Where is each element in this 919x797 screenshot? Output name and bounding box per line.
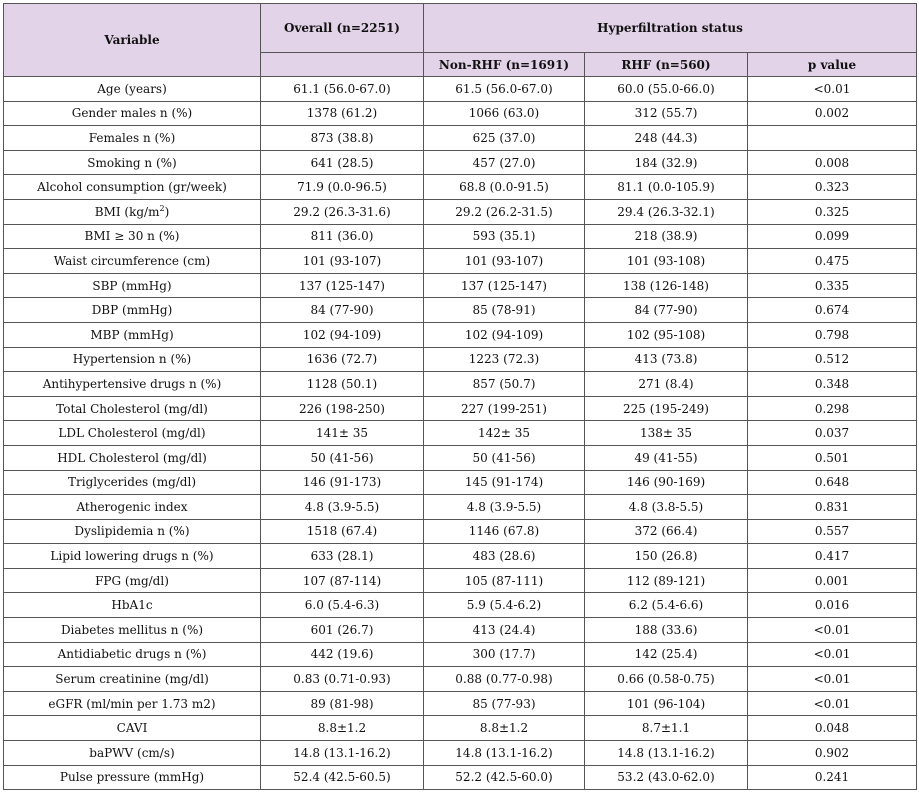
rhf-cell: 4.8 (3.8-5.5) (585, 495, 748, 520)
variable-cell: baPWV (cm/s) (4, 741, 261, 766)
p-value-cell: 0.475 (748, 249, 917, 274)
variable-cell: DBP (mmHg) (4, 298, 261, 323)
table-row (4, 667, 917, 692)
rhf-header: RHF (n=560) (585, 53, 748, 77)
overall-cell: 107 (87-114) (261, 568, 424, 593)
table-row (4, 741, 917, 766)
non-rhf-cell: 137 (125-147) (424, 273, 585, 298)
non-rhf-cell: 457 (27.0) (424, 150, 585, 175)
overall-cell: 442 (19.6) (261, 642, 424, 667)
variable-cell: Gender males n (%) (4, 101, 261, 126)
table-row (4, 298, 917, 323)
overall-cell: 811 (36.0) (261, 224, 424, 249)
rhf-cell: 53.2 (43.0-62.0) (585, 765, 748, 790)
table-row (4, 544, 917, 569)
table-row (4, 150, 917, 175)
non-rhf-cell: 50 (41-56) (424, 445, 585, 470)
overall-cell: 1636 (72.7) (261, 347, 424, 372)
rhf-cell: 184 (32.9) (585, 150, 748, 175)
non-rhf-cell: 1066 (63.0) (424, 101, 585, 126)
rhf-cell: 49 (41-55) (585, 445, 748, 470)
table-row (4, 519, 917, 544)
p-value-cell: 0.325 (748, 199, 917, 224)
overall-cell: 1518 (67.4) (261, 519, 424, 544)
variable-cell: CAVI (4, 716, 261, 741)
table-row (4, 765, 917, 790)
p-value-header: p value (748, 53, 917, 77)
table-row (4, 77, 917, 102)
variable-cell: FPG (mg/dl) (4, 568, 261, 593)
p-value-cell: 0.798 (748, 322, 917, 347)
p-value-cell: 0.001 (748, 568, 917, 593)
table-row (4, 101, 917, 126)
non-rhf-cell: 101 (93-107) (424, 249, 585, 274)
table-row (4, 445, 917, 470)
p-value-cell: <0.01 (748, 667, 917, 692)
p-value-cell: 0.298 (748, 396, 917, 421)
table-row (4, 470, 917, 495)
variable-cell: Diabetes mellitus n (%) (4, 618, 261, 643)
overall-cell: 633 (28.1) (261, 544, 424, 569)
rhf-cell: 146 (90-169) (585, 470, 748, 495)
rhf-cell: 372 (66.4) (585, 519, 748, 544)
table-row (4, 568, 917, 593)
table-header (4, 4, 917, 77)
overall-cell: 601 (26.7) (261, 618, 424, 643)
overall-subheader-empty (261, 53, 424, 77)
non-rhf-cell: 145 (91-174) (424, 470, 585, 495)
overall-cell: 84 (77-90) (261, 298, 424, 323)
rhf-cell: 142 (25.4) (585, 642, 748, 667)
variable-cell: SBP (mmHg) (4, 273, 261, 298)
non-rhf-cell: 1223 (72.3) (424, 347, 585, 372)
variable-cell: Triglycerides (mg/dl) (4, 470, 261, 495)
rhf-cell: 84 (77-90) (585, 298, 748, 323)
overall-cell: 873 (38.8) (261, 126, 424, 151)
p-value-cell: 0.002 (748, 101, 917, 126)
non-rhf-cell: 413 (24.4) (424, 618, 585, 643)
overall-cell: 89 (81-98) (261, 691, 424, 716)
variable-cell: Lipid lowering drugs n (%) (4, 544, 261, 569)
table-row (4, 372, 917, 397)
variable-cell: Atherogenic index (4, 495, 261, 520)
rhf-cell: 60.0 (55.0-66.0) (585, 77, 748, 102)
variable-cell: eGFR (ml/min per 1.73 m2) (4, 691, 261, 716)
rhf-cell: 101 (93-108) (585, 249, 748, 274)
variable-cell: MBP (mmHg) (4, 322, 261, 347)
rhf-cell: 271 (8.4) (585, 372, 748, 397)
non-rhf-cell: 5.9 (5.4-6.2) (424, 593, 585, 618)
p-value-cell (748, 126, 917, 151)
variable-cell: Dyslipidemia n (%) (4, 519, 261, 544)
p-value-cell: <0.01 (748, 77, 917, 102)
overall-cell: 101 (93-107) (261, 249, 424, 274)
rhf-cell: 188 (33.6) (585, 618, 748, 643)
table-row (4, 421, 917, 446)
variable-cell: Serum creatinine (mg/dl) (4, 667, 261, 692)
overall-cell: 6.0 (5.4-6.3) (261, 593, 424, 618)
non-rhf-cell: 68.8 (0.0-91.5) (424, 175, 585, 200)
variable-cell: Age (years) (4, 77, 261, 102)
table-row (4, 322, 917, 347)
non-rhf-cell: 102 (94-109) (424, 322, 585, 347)
non-rhf-cell: 227 (199-251) (424, 396, 585, 421)
rhf-cell: 102 (95-108) (585, 322, 748, 347)
non-rhf-cell: 52.2 (42.5-60.0) (424, 765, 585, 790)
non-rhf-cell: 105 (87-111) (424, 568, 585, 593)
rhf-cell: 218 (38.9) (585, 224, 748, 249)
overall-cell: 4.8 (3.9-5.5) (261, 495, 424, 520)
table-row (4, 691, 917, 716)
overall-cell: 641 (28.5) (261, 150, 424, 175)
header-row-1 (4, 4, 917, 53)
p-value-cell: 0.048 (748, 716, 917, 741)
rhf-cell: 101 (96-104) (585, 691, 748, 716)
p-value-cell: 0.323 (748, 175, 917, 200)
p-value-cell: 0.099 (748, 224, 917, 249)
overall-cell: 50 (41-56) (261, 445, 424, 470)
overall-cell: 52.4 (42.5-60.5) (261, 765, 424, 790)
variable-cell: Antidiabetic drugs n (%) (4, 642, 261, 667)
hyperfiltration-status-header: Hyperfiltration status (424, 4, 917, 53)
rhf-cell: 150 (26.8) (585, 544, 748, 569)
variable-cell (4, 199, 261, 224)
variable-cell: BMI ≥ 30 n (%) (4, 224, 261, 249)
p-value-cell: <0.01 (748, 691, 917, 716)
non-rhf-cell: 0.88 (0.77-0.98) (424, 667, 585, 692)
p-value-cell: <0.01 (748, 642, 917, 667)
non-rhf-cell: 483 (28.6) (424, 544, 585, 569)
variable-cell: Females n (%) (4, 126, 261, 151)
table-body (4, 77, 917, 790)
non-rhf-cell: 61.5 (56.0-67.0) (424, 77, 585, 102)
table-row (4, 396, 917, 421)
overall-cell: 0.83 (0.71-0.93) (261, 667, 424, 692)
variable-text-tail: ) (164, 204, 170, 219)
p-value-cell: 0.348 (748, 372, 917, 397)
rhf-cell: 413 (73.8) (585, 347, 748, 372)
table-row (4, 495, 917, 520)
p-value-cell: 0.501 (748, 445, 917, 470)
table-row (4, 249, 917, 274)
p-value-cell: 0.008 (748, 150, 917, 175)
rhf-cell: 225 (195-249) (585, 396, 748, 421)
non-rhf-cell: 85 (78-91) (424, 298, 585, 323)
variable-cell: Waist circumference (cm) (4, 249, 261, 274)
table-row (4, 126, 917, 151)
overall-cell: 29.2 (26.3-31.6) (261, 199, 424, 224)
table-row (4, 273, 917, 298)
rhf-cell: 312 (55.7) (585, 101, 748, 126)
non-rhf-cell: 85 (77-93) (424, 691, 585, 716)
p-value-cell: 0.648 (748, 470, 917, 495)
non-rhf-cell: 4.8 (3.9-5.5) (424, 495, 585, 520)
rhf-cell: 8.7±1.1 (585, 716, 748, 741)
p-value-cell: 0.037 (748, 421, 917, 446)
variable-cell: Smoking n (%) (4, 150, 261, 175)
variable-cell: Antihypertensive drugs n (%) (4, 372, 261, 397)
p-value-cell: <0.01 (748, 618, 917, 643)
overall-cell: 226 (198-250) (261, 396, 424, 421)
p-value-cell: 0.417 (748, 544, 917, 569)
variable-cell: HDL Cholesterol (mg/dl) (4, 445, 261, 470)
non-rhf-cell: 1146 (67.8) (424, 519, 585, 544)
rhf-cell: 29.4 (26.3-32.1) (585, 199, 748, 224)
overall-cell: 1128 (50.1) (261, 372, 424, 397)
p-value-cell: 0.557 (748, 519, 917, 544)
non-rhf-cell: 625 (37.0) (424, 126, 585, 151)
non-rhf-cell: 857 (50.7) (424, 372, 585, 397)
non-rhf-cell: 8.8±1.2 (424, 716, 585, 741)
rhf-cell: 112 (89-121) (585, 568, 748, 593)
overall-cell: 14.8 (13.1-16.2) (261, 741, 424, 766)
table-row (4, 199, 917, 224)
rhf-cell: 6.2 (5.4-6.6) (585, 593, 748, 618)
p-value-cell: 0.241 (748, 765, 917, 790)
non-rhf-cell: 29.2 (26.2-31.5) (424, 199, 585, 224)
superscript: 2 (159, 203, 165, 213)
non-rhf-cell: 300 (17.7) (424, 642, 585, 667)
variable-cell: Pulse pressure (mmHg) (4, 765, 261, 790)
rhf-cell: 248 (44.3) (585, 126, 748, 151)
rhf-cell: 14.8 (13.1-16.2) (585, 741, 748, 766)
overall-header: Overall (n=2251) (261, 4, 424, 53)
p-value-cell: 0.674 (748, 298, 917, 323)
variable-text: BMI (kg/m (94, 204, 160, 219)
p-value-cell: 0.902 (748, 741, 917, 766)
non-rhf-cell: 593 (35.1) (424, 224, 585, 249)
overall-cell: 137 (125-147) (261, 273, 424, 298)
variable-cell: Alcohol consumption (gr/week) (4, 175, 261, 200)
variable-cell: Hypertension n (%) (4, 347, 261, 372)
table-row (4, 642, 917, 667)
variable-cell: HbA1c (4, 593, 261, 618)
variable-header: Variable (4, 4, 261, 77)
overall-cell: 102 (94-109) (261, 322, 424, 347)
overall-cell: 71.9 (0.0-96.5) (261, 175, 424, 200)
rhf-cell: 138± 35 (585, 421, 748, 446)
rhf-cell: 81.1 (0.0-105.9) (585, 175, 748, 200)
non-rhf-cell: 14.8 (13.1-16.2) (424, 741, 585, 766)
overall-cell: 8.8±1.2 (261, 716, 424, 741)
non-rhf-cell: 142± 35 (424, 421, 585, 446)
table-row (4, 618, 917, 643)
table-row (4, 347, 917, 372)
rhf-cell: 138 (126-148) (585, 273, 748, 298)
variable-cell: Total Cholesterol (mg/dl) (4, 396, 261, 421)
non-rhf-header: Non-RHF (n=1691) (424, 53, 585, 77)
overall-cell: 61.1 (56.0-67.0) (261, 77, 424, 102)
p-value-cell: 0.512 (748, 347, 917, 372)
overall-cell: 1378 (61.2) (261, 101, 424, 126)
table-row (4, 716, 917, 741)
overall-cell: 146 (91-173) (261, 470, 424, 495)
table-row (4, 224, 917, 249)
rhf-cell: 0.66 (0.58-0.75) (585, 667, 748, 692)
p-value-cell: 0.016 (748, 593, 917, 618)
variable-cell: LDL Cholesterol (mg/dl) (4, 421, 261, 446)
p-value-cell: 0.831 (748, 495, 917, 520)
table-row (4, 593, 917, 618)
table-row (4, 175, 917, 200)
baseline-characteristics-table (3, 3, 917, 790)
p-value-cell: 0.335 (748, 273, 917, 298)
overall-cell: 141± 35 (261, 421, 424, 446)
